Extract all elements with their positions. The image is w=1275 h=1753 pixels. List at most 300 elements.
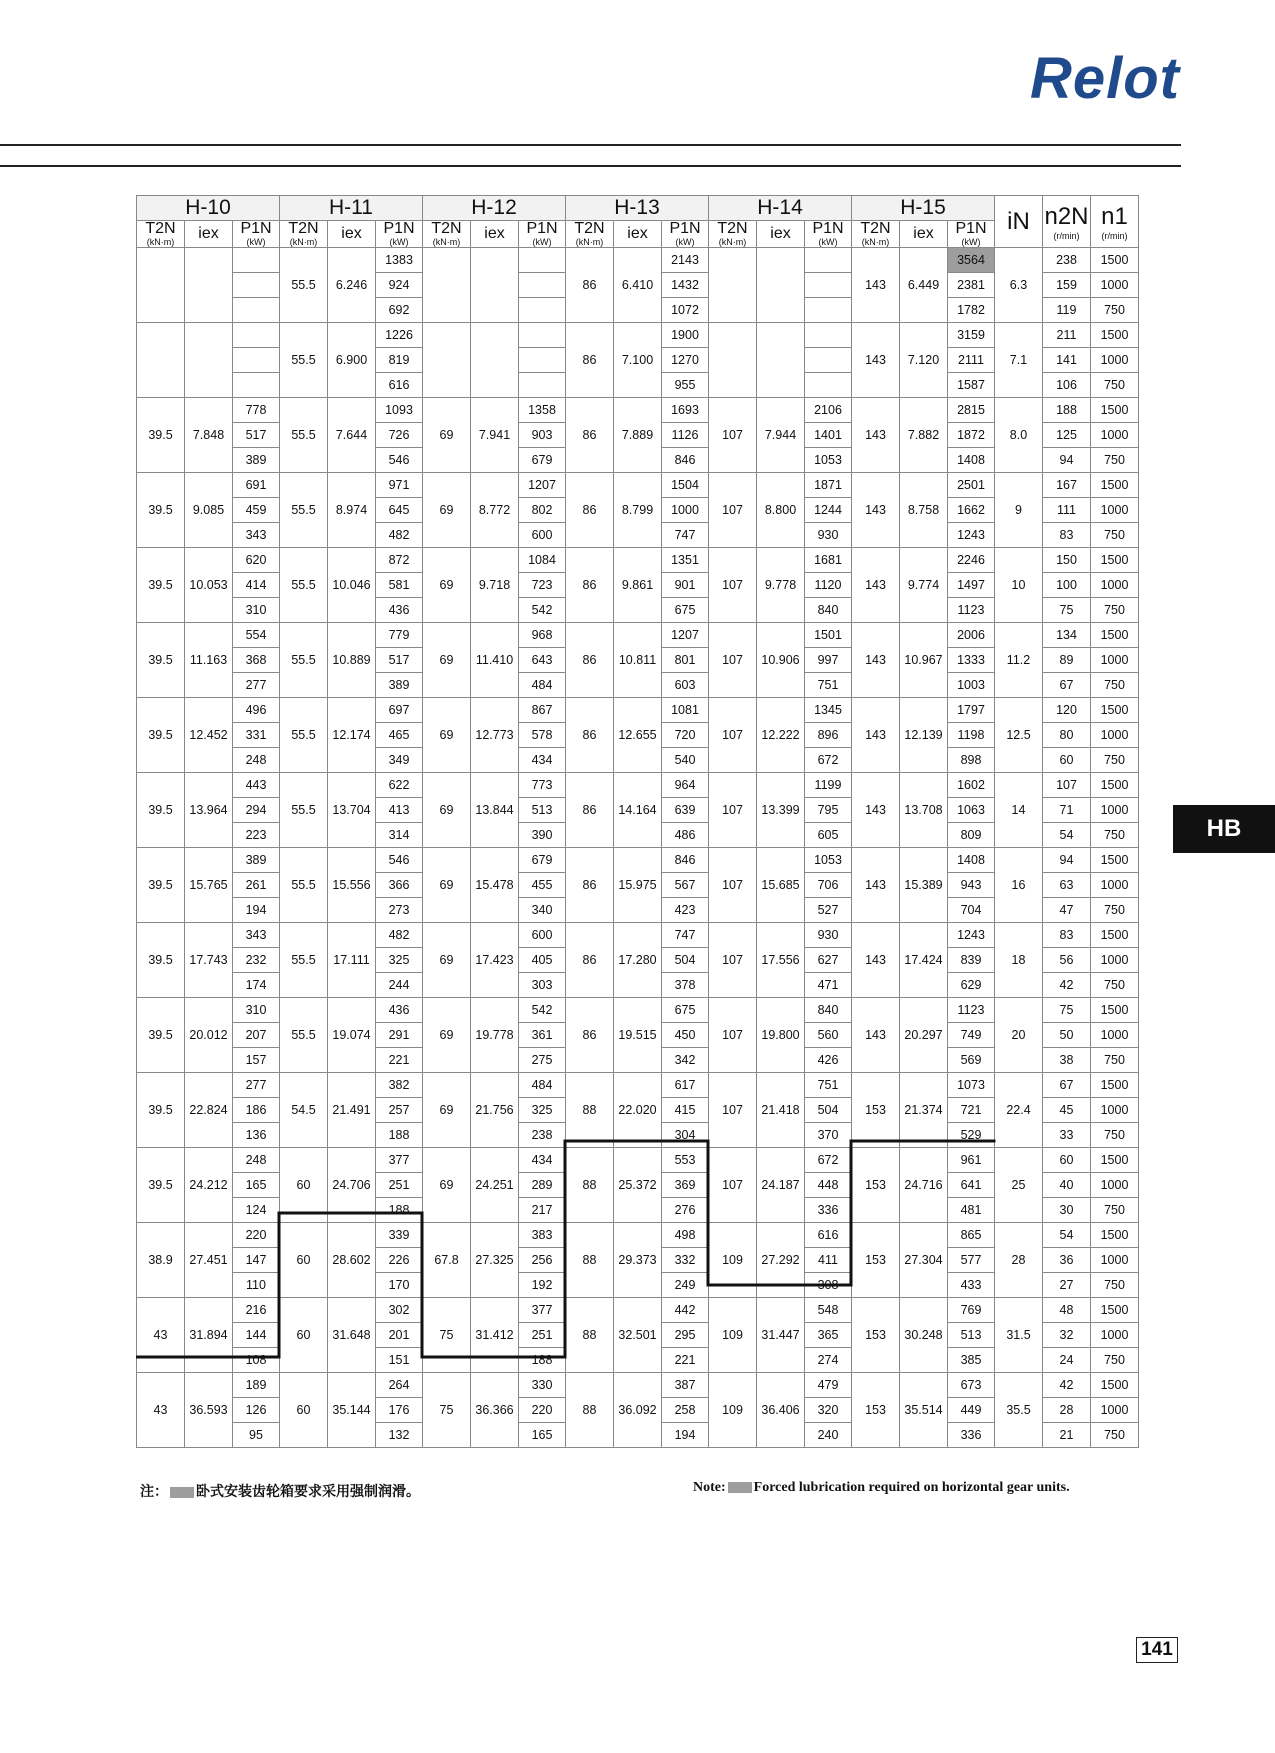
p1n-cell: 546	[376, 848, 423, 873]
p1n-cell: 310	[233, 998, 280, 1023]
t2n-cell: 107	[709, 623, 757, 698]
t2n-cell: 55.5	[280, 698, 328, 773]
t2n-cell: 153	[852, 1373, 900, 1448]
p1n-cell: 132	[376, 1423, 423, 1448]
iex-cell: 7.889	[614, 398, 662, 473]
t2n-cell: 55.5	[280, 923, 328, 998]
in-cell: 8.0	[995, 398, 1043, 473]
table-row	[137, 698, 1139, 723]
p1n-cell: 433	[948, 1273, 995, 1298]
t2n-cell: 55.5	[280, 248, 328, 323]
group-header-h13: H-13	[566, 196, 709, 221]
p1n-cell: 249	[662, 1273, 709, 1298]
p1n-cell: 1126	[662, 423, 709, 448]
p1n-cell: 1073	[948, 1073, 995, 1098]
p1n-cell: 1408	[948, 448, 995, 473]
p1n-cell: 726	[376, 423, 423, 448]
p1n-cell: 226	[376, 1248, 423, 1273]
t2n-cell: 43	[137, 1298, 185, 1373]
in-cell: 16	[995, 848, 1043, 923]
p1n-cell: 554	[233, 623, 280, 648]
iex-cell: 12.452	[185, 698, 233, 773]
t2n-cell: 69	[423, 473, 471, 548]
p1n-cell: 414	[233, 573, 280, 598]
p1n-cell: 542	[519, 998, 566, 1023]
t2n-cell	[423, 323, 471, 398]
n1-cell: 1000	[1091, 1173, 1139, 1198]
n2n-cell: 27	[1043, 1273, 1091, 1298]
p1n-cell: 192	[519, 1273, 566, 1298]
p1n-cell: 1681	[805, 548, 852, 573]
p1n-cell: 616	[805, 1223, 852, 1248]
p1n-cell: 1333	[948, 648, 995, 673]
p1n-cell: 673	[948, 1373, 995, 1398]
p1n-cell: 370	[805, 1123, 852, 1148]
n1-cell: 1000	[1091, 723, 1139, 748]
in-cell: 10	[995, 548, 1043, 623]
iex-cell: 36.092	[614, 1373, 662, 1448]
p1n-cell: 2106	[805, 398, 852, 423]
n2n-cell: 56	[1043, 948, 1091, 973]
n1-cell: 750	[1091, 1348, 1139, 1373]
n1-cell: 1000	[1091, 498, 1139, 523]
n2n-cell: 71	[1043, 798, 1091, 823]
p1n-cell	[519, 298, 566, 323]
table-row	[137, 773, 1139, 798]
iex-label: iex	[770, 224, 791, 242]
n2n-cell: 47	[1043, 898, 1091, 923]
in-cell: 35.5	[995, 1373, 1043, 1448]
t2n-cell: 39.5	[137, 998, 185, 1073]
table-row	[137, 1148, 1139, 1173]
t2n-cell: 143	[852, 323, 900, 398]
p1n-cell: 320	[805, 1398, 852, 1423]
t2n-cell: 55.5	[280, 623, 328, 698]
p1n-cell	[233, 373, 280, 398]
iex-cell: 15.556	[328, 848, 376, 923]
iex-cell: 10.053	[185, 548, 233, 623]
p1n-cell: 846	[662, 848, 709, 873]
iex-label: iex	[484, 224, 505, 242]
t2n-label: T2N	[288, 220, 319, 237]
p1n-cell: 405	[519, 948, 566, 973]
group-header-row	[137, 196, 1139, 221]
p1n-cell: 325	[519, 1098, 566, 1123]
p1n-cell: 343	[233, 923, 280, 948]
p1n-cell: 221	[376, 1048, 423, 1073]
p1n-label: P1N	[240, 220, 272, 237]
section-tab-hb: HB	[1173, 805, 1275, 853]
n1-cell: 1500	[1091, 398, 1139, 423]
iex-cell: 27.451	[185, 1223, 233, 1298]
iex-cell: 20.012	[185, 998, 233, 1073]
p1n-cell: 2143	[662, 248, 709, 273]
iex-cell: 6.449	[900, 248, 948, 323]
n2n-cell: 60	[1043, 1148, 1091, 1173]
iex-cell: 13.399	[757, 773, 805, 848]
p1n-cell: 314	[376, 823, 423, 848]
p1n-cell: 616	[376, 373, 423, 398]
n2n-cell: 32	[1043, 1323, 1091, 1348]
p1n-cell: 325	[376, 948, 423, 973]
shade-swatch	[170, 1487, 194, 1498]
p1n-cell: 721	[948, 1098, 995, 1123]
t2n-cell	[137, 323, 185, 398]
n1-cell: 1000	[1091, 873, 1139, 898]
t2n-unit: (kN·m)	[861, 236, 890, 247]
t2n-unit: (kN·m)	[575, 236, 604, 247]
gear-unit-spec-table	[136, 195, 1139, 1448]
n1-cell: 1500	[1091, 848, 1139, 873]
p1n-cell: 436	[376, 598, 423, 623]
p1n-cell: 217	[519, 1198, 566, 1223]
p1n-cell: 1243	[948, 923, 995, 948]
n2n-cell: 100	[1043, 573, 1091, 598]
p1n-cell: 1053	[805, 848, 852, 873]
p1n-cell: 751	[805, 1073, 852, 1098]
t2n-cell: 86	[566, 398, 614, 473]
in-cell: 9	[995, 473, 1043, 548]
p1n-cell: 331	[233, 723, 280, 748]
t2n-cell: 54.5	[280, 1073, 328, 1148]
p1n-cell: 221	[662, 1348, 709, 1373]
p1n-cell: 455	[519, 873, 566, 898]
t2n-header	[280, 221, 328, 248]
n2n-cell: 80	[1043, 723, 1091, 748]
p1n-cell: 336	[948, 1423, 995, 1448]
p1n-cell: 840	[805, 598, 852, 623]
iex-cell: 32.501	[614, 1298, 662, 1373]
spec-table-wrapper	[136, 195, 1139, 1448]
iex-cell	[757, 323, 805, 398]
p1n-cell: 1243	[948, 523, 995, 548]
iex-cell: 36.406	[757, 1373, 805, 1448]
table-row	[137, 998, 1139, 1023]
p1n-cell: 170	[376, 1273, 423, 1298]
t2n-cell	[709, 248, 757, 323]
p1n-cell: 620	[233, 548, 280, 573]
t2n-cell: 39.5	[137, 398, 185, 473]
t2n-cell: 86	[566, 623, 614, 698]
p1n-cell: 605	[805, 823, 852, 848]
iex-cell: 15.389	[900, 848, 948, 923]
p1n-cell: 1401	[805, 423, 852, 448]
t2n-cell: 38.9	[137, 1223, 185, 1298]
iex-header	[328, 221, 376, 248]
p1n-cell: 955	[662, 373, 709, 398]
t2n-cell	[709, 323, 757, 398]
n2n-cell: 211	[1043, 323, 1091, 348]
p1n-cell: 1383	[376, 248, 423, 273]
p1n-cell: 672	[805, 1148, 852, 1173]
group-header-h15: H-15	[852, 196, 995, 221]
p1n-cell: 186	[233, 1098, 280, 1123]
p1n-unit: (kW)	[675, 236, 695, 247]
t2n-label: T2N	[574, 220, 605, 237]
p1n-cell: 1358	[519, 398, 566, 423]
p1n-cell: 95	[233, 1423, 280, 1448]
t2n-cell: 107	[709, 998, 757, 1073]
n2n-cell: 89	[1043, 648, 1091, 673]
p1n-cell: 961	[948, 1148, 995, 1173]
iex-cell: 13.844	[471, 773, 519, 848]
iex-cell: 7.941	[471, 398, 519, 473]
iex-cell: 25.372	[614, 1148, 662, 1223]
p1n-cell: 1199	[805, 773, 852, 798]
iex-cell: 31.412	[471, 1298, 519, 1373]
table-row	[137, 248, 1139, 273]
t2n-header	[566, 221, 614, 248]
n2n-cell: 150	[1043, 548, 1091, 573]
p1n-cell: 971	[376, 473, 423, 498]
iex-header	[614, 221, 662, 248]
p1n-cell: 1120	[805, 573, 852, 598]
n1-cell: 750	[1091, 898, 1139, 923]
p1n-cell: 220	[233, 1223, 280, 1248]
n2n-cell: 33	[1043, 1123, 1091, 1148]
p1n-cell: 110	[233, 1273, 280, 1298]
iex-cell: 9.085	[185, 473, 233, 548]
t2n-cell: 143	[852, 848, 900, 923]
p1n-cell: 627	[805, 948, 852, 973]
p1n-cell: 382	[376, 1073, 423, 1098]
p1n-cell: 366	[376, 873, 423, 898]
n2n-header	[1043, 196, 1091, 248]
p1n-cell: 423	[662, 898, 709, 923]
t2n-cell: 86	[566, 248, 614, 323]
in-header	[995, 196, 1043, 248]
p1n-cell: 747	[662, 523, 709, 548]
p1n-cell: 1871	[805, 473, 852, 498]
t2n-cell: 143	[852, 923, 900, 998]
p1n-cell: 194	[662, 1423, 709, 1448]
p1n-cell: 277	[233, 1073, 280, 1098]
iex-cell: 31.648	[328, 1298, 376, 1373]
t2n-cell	[137, 248, 185, 323]
n1-cell: 1000	[1091, 423, 1139, 448]
p1n-cell: 751	[805, 673, 852, 698]
t2n-cell: 153	[852, 1073, 900, 1148]
p1n-cell: 675	[662, 998, 709, 1023]
p1n-cell	[233, 273, 280, 298]
iex-cell: 8.772	[471, 473, 519, 548]
p1n-cell: 426	[805, 1048, 852, 1073]
iex-cell: 15.685	[757, 848, 805, 923]
p1n-cell: 240	[805, 1423, 852, 1448]
n2n-cell: 67	[1043, 673, 1091, 698]
p1n-cell	[805, 298, 852, 323]
iex-cell: 13.704	[328, 773, 376, 848]
t2n-cell: 86	[566, 548, 614, 623]
iex-cell: 7.944	[757, 398, 805, 473]
iex-cell: 31.447	[757, 1298, 805, 1373]
iex-cell: 15.975	[614, 848, 662, 923]
iex-cell	[471, 323, 519, 398]
p1n-cell: 165	[519, 1423, 566, 1448]
p1n-cell: 194	[233, 898, 280, 923]
n2n-cell: 45	[1043, 1098, 1091, 1123]
p1n-cell	[233, 323, 280, 348]
p1n-cell	[805, 273, 852, 298]
p1n-cell	[805, 348, 852, 373]
p1n-cell: 1123	[948, 598, 995, 623]
p1n-cell: 2381	[948, 273, 995, 298]
p1n-cell: 277	[233, 673, 280, 698]
p1n-cell	[805, 373, 852, 398]
iex-cell: 27.325	[471, 1223, 519, 1298]
iex-cell: 21.374	[900, 1073, 948, 1148]
table-row	[137, 548, 1139, 573]
p1n-cell: 504	[805, 1098, 852, 1123]
p1n-cell: 295	[662, 1323, 709, 1348]
p1n-cell: 232	[233, 948, 280, 973]
iex-cell	[757, 248, 805, 323]
p1n-cell: 872	[376, 548, 423, 573]
t2n-cell: 153	[852, 1298, 900, 1373]
table-row	[137, 1373, 1139, 1398]
p1n-unit: (kW)	[389, 236, 409, 247]
iex-cell: 24.716	[900, 1148, 948, 1223]
p1n-cell: 672	[805, 748, 852, 773]
p1n-cell: 2111	[948, 348, 995, 373]
note-cn-text: 卧式安装齿轮箱要求采用强制润滑。	[196, 1483, 420, 1499]
n1-cell: 1500	[1091, 998, 1139, 1023]
iex-cell: 17.280	[614, 923, 662, 998]
n2n-cell: 134	[1043, 623, 1091, 648]
t2n-cell: 39.5	[137, 473, 185, 548]
t2n-header	[137, 221, 185, 248]
n1-cell: 1000	[1091, 1098, 1139, 1123]
n1-cell: 1500	[1091, 623, 1139, 648]
iex-cell: 19.778	[471, 998, 519, 1073]
p1n-cell: 188	[376, 1198, 423, 1223]
t2n-cell: 39.5	[137, 848, 185, 923]
p1n-cell: 795	[805, 798, 852, 823]
p1n-cell: 846	[662, 448, 709, 473]
p1n-unit: (kW)	[246, 236, 266, 247]
n2n-cell: 36	[1043, 1248, 1091, 1273]
table-row	[137, 398, 1139, 423]
t2n-cell: 39.5	[137, 548, 185, 623]
p1n-cell: 1207	[519, 473, 566, 498]
iex-label: iex	[913, 224, 934, 242]
p1n-cell	[233, 348, 280, 373]
p1n-cell: 577	[948, 1248, 995, 1273]
t2n-label: T2N	[145, 220, 176, 237]
p1n-cell: 819	[376, 348, 423, 373]
n1-cell: 750	[1091, 298, 1139, 323]
in-cell: 22.4	[995, 1073, 1043, 1148]
n1-cell: 1000	[1091, 1323, 1139, 1348]
n1-cell: 1000	[1091, 573, 1139, 598]
p1n-cell: 1408	[948, 848, 995, 873]
n1-label: n1	[1101, 202, 1128, 230]
t2n-cell: 143	[852, 248, 900, 323]
iex-cell: 9.861	[614, 548, 662, 623]
p1n-cell: 801	[662, 648, 709, 673]
p1n-cell: 706	[805, 873, 852, 898]
iex-cell: 17.556	[757, 923, 805, 998]
t2n-cell: 55.5	[280, 848, 328, 923]
p1n-cell: 330	[519, 1373, 566, 1398]
t2n-cell: 39.5	[137, 1148, 185, 1223]
n2n-cell: 21	[1043, 1423, 1091, 1448]
n2n-cell: 141	[1043, 348, 1091, 373]
p1n-cell: 641	[948, 1173, 995, 1198]
p1n-cell: 546	[376, 448, 423, 473]
t2n-unit: (kN·m)	[718, 236, 747, 247]
iex-cell: 11.163	[185, 623, 233, 698]
p1n-cell: 165	[233, 1173, 280, 1198]
iex-cell: 24.187	[757, 1148, 805, 1223]
iex-header	[900, 221, 948, 248]
p1n-cell: 339	[376, 1223, 423, 1248]
n1-cell: 1000	[1091, 273, 1139, 298]
p1n-cell: 997	[805, 648, 852, 673]
p1n-cell	[519, 248, 566, 273]
p1n-cell: 176	[376, 1398, 423, 1423]
iex-cell: 12.222	[757, 698, 805, 773]
t2n-cell: 60	[280, 1223, 328, 1298]
t2n-cell: 69	[423, 623, 471, 698]
t2n-cell: 60	[280, 1148, 328, 1223]
iex-cell: 21.756	[471, 1073, 519, 1148]
t2n-cell: 75	[423, 1298, 471, 1373]
t2n-cell: 69	[423, 773, 471, 848]
n1-cell: 1500	[1091, 1148, 1139, 1173]
iex-cell: 30.248	[900, 1298, 948, 1373]
n1-cell: 1500	[1091, 1073, 1139, 1098]
group-header-h12: H-12	[423, 196, 566, 221]
table-row	[137, 473, 1139, 498]
iex-label: iex	[341, 224, 362, 242]
iex-cell: 10.811	[614, 623, 662, 698]
t2n-cell: 43	[137, 1373, 185, 1448]
t2n-cell: 39.5	[137, 773, 185, 848]
p1n-cell: 769	[948, 1298, 995, 1323]
iex-cell: 8.974	[328, 473, 376, 548]
p1n-cell: 368	[233, 648, 280, 673]
in-cell: 18	[995, 923, 1043, 998]
p1n-cell: 496	[233, 698, 280, 723]
p1n-cell: 415	[662, 1098, 709, 1123]
n1-cell: 750	[1091, 748, 1139, 773]
shade-swatch	[728, 1482, 752, 1493]
p1n-cell: 896	[805, 723, 852, 748]
n2n-cell: 83	[1043, 923, 1091, 948]
p1n-cell: 343	[233, 523, 280, 548]
p1n-cell: 2006	[948, 623, 995, 648]
t2n-cell: 69	[423, 998, 471, 1073]
p1n-cell: 264	[376, 1373, 423, 1398]
in-cell: 25	[995, 1148, 1043, 1223]
n1-cell: 1500	[1091, 1373, 1139, 1398]
p1n-cell	[519, 373, 566, 398]
p1n-cell: 747	[662, 923, 709, 948]
p1n-cell: 484	[519, 673, 566, 698]
t2n-cell: 143	[852, 698, 900, 773]
p1n-cell: 629	[948, 973, 995, 998]
n2n-cell: 120	[1043, 698, 1091, 723]
iex-cell: 35.144	[328, 1373, 376, 1448]
iex-cell: 10.889	[328, 623, 376, 698]
t2n-cell: 88	[566, 1373, 614, 1448]
iex-cell: 24.212	[185, 1148, 233, 1223]
n2n-label: n2N	[1044, 202, 1089, 230]
note-en-text: Forced lubrication required on horizontal gear units.	[753, 1480, 1070, 1495]
p1n-cell: 645	[376, 498, 423, 523]
n2n-cell: 63	[1043, 873, 1091, 898]
